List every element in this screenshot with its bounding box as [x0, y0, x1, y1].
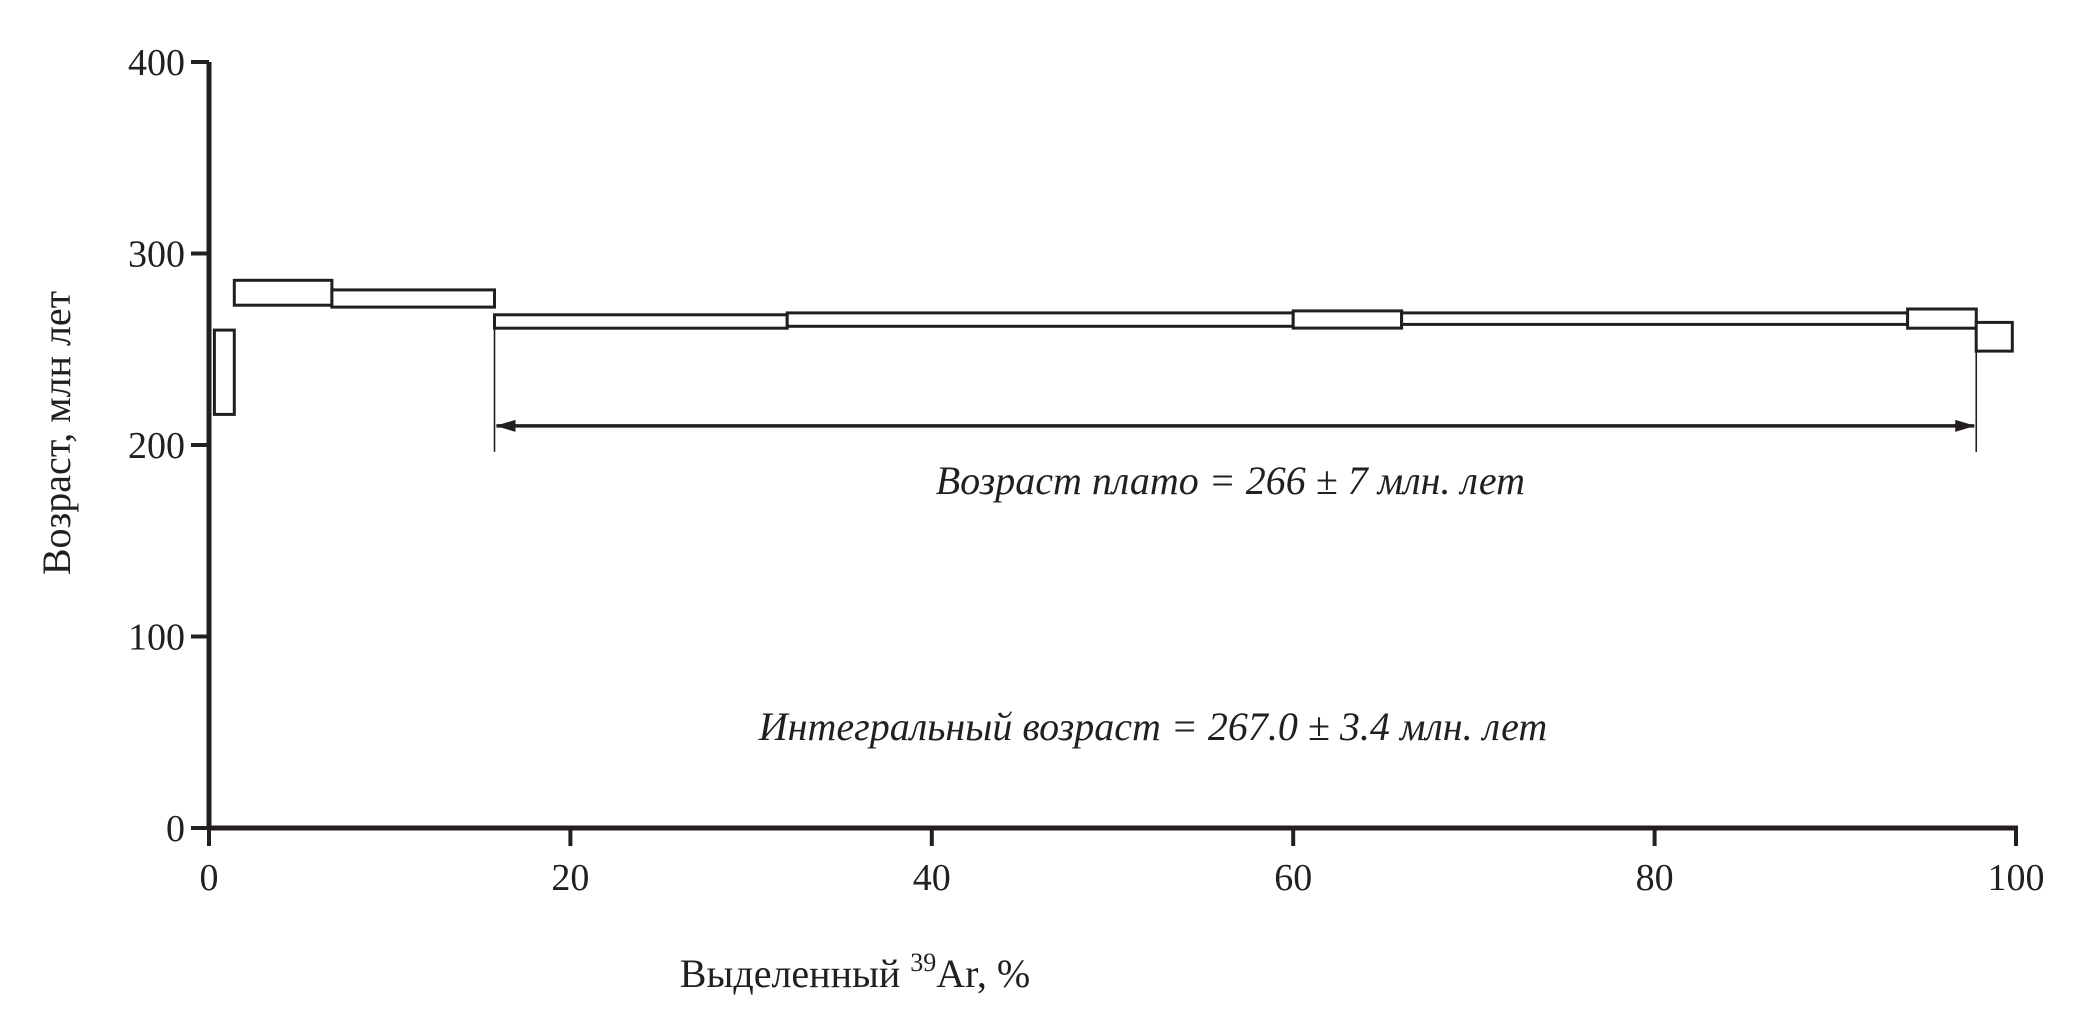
age-step-1 [214, 330, 234, 414]
age-step-9 [1976, 322, 2012, 351]
age-step-3 [332, 290, 495, 307]
x-tick-label-100: 100 [1987, 857, 2045, 899]
age-step-2 [234, 280, 332, 305]
x-tick-label-80: 80 [1635, 857, 1674, 899]
x-axis-title [680, 948, 1030, 996]
x-tick-label-40: 40 [912, 857, 951, 899]
integral-age-label: Интегральный возраст = 267.0 ± 3.4 млн. лет [758, 704, 1548, 749]
x-tick-label-20: 20 [551, 857, 590, 899]
plateau-age-label: Возраст плато = 266 ± 7 млн. лет [935, 457, 1526, 503]
age-step-8 [1908, 309, 1977, 328]
x-axis-title-superscript: 39 [910, 948, 937, 977]
y-tick-label-0: 0 [166, 808, 185, 850]
plateau-marker [495, 328, 1977, 452]
age-step-5 [787, 313, 1293, 326]
age-step-7 [1402, 313, 1908, 325]
x-axis-title-rest: Ar, % [936, 951, 1031, 996]
age-step-4 [495, 315, 788, 328]
y-tick-label-400: 400 [128, 42, 185, 84]
y-axis-title: Возраст, млн лет [34, 290, 79, 576]
age-steps [214, 280, 2012, 414]
y-tick-label-100: 100 [128, 616, 185, 659]
x-tick-label-60: 60 [1274, 857, 1313, 899]
y-tick-label-300: 300 [128, 233, 185, 276]
y-tick-label-200: 200 [128, 425, 185, 467]
age-step-6 [1293, 311, 1401, 328]
x-tick-label-0: 0 [199, 857, 219, 899]
x-axis-title-main: Выделенный [679, 951, 911, 996]
